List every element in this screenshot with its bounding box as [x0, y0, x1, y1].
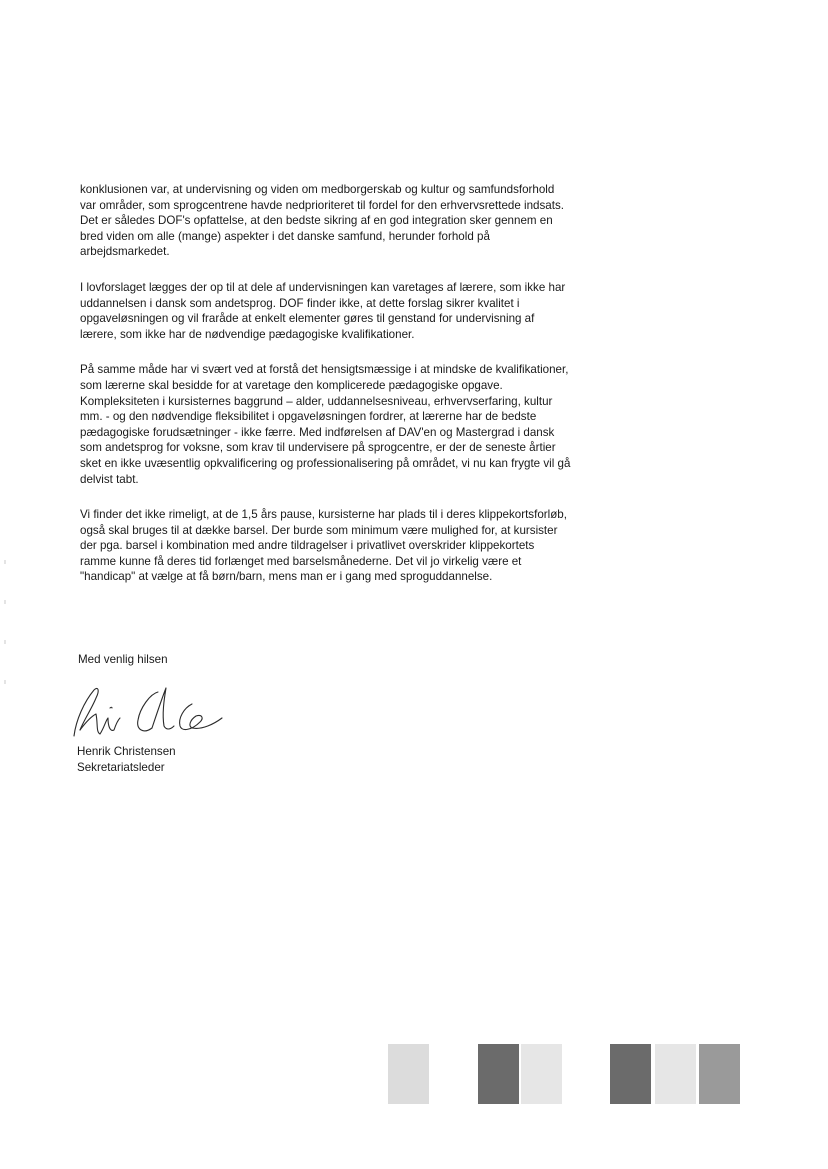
- text-line: delvist tabt.: [80, 472, 139, 486]
- scan-edge-mark: [4, 680, 6, 684]
- text-line: uddannelsen i dansk som andetsprog. DOF finder ikke, at dette forslag sikrer kvalitet i: [80, 296, 520, 310]
- text-line: var områder, som sprogcentrene havde nedprioriteret til fordel for den erhvervsrettede indsats.: [80, 198, 564, 212]
- text-line: der pga. barsel i kombination med andre tildragelser i privatlivet overskrider klippekortets: [80, 539, 535, 553]
- text-line: sket en ikke uvæsentlig opkvalificering og professionalisering på området, vi nu kan frygte vil gå: [80, 456, 571, 470]
- text-line: opgaveløsningen og vil fraråde at enkelt elementer gøres til genstand for undervisning af: [80, 312, 535, 326]
- scan-edge-mark: [4, 640, 6, 644]
- signer-block: [77, 744, 176, 776]
- paragraph-4: [80, 507, 620, 585]
- registration-swatch-dark: [478, 1044, 519, 1104]
- registration-swatch-light: [388, 1044, 429, 1104]
- letter-body: [80, 182, 620, 605]
- paragraph-2: [80, 280, 620, 342]
- registration-swatch-lighter: [655, 1044, 696, 1104]
- text-line: På samme måde har vi svært ved at forstå det hensigtsmæssige i at mindske de kvalifikationer,: [80, 363, 569, 377]
- paragraph-1: [80, 182, 620, 260]
- signer-title: Sekretariatsleder: [77, 761, 165, 774]
- registration-swatch-mid: [699, 1044, 740, 1104]
- text-line: Kompleksiteten i kursisternes baggrund – alder, uddannelsesniveau, erhvervserfaring, kultur: [80, 394, 553, 408]
- text-line: arbejdsmarkedet.: [80, 245, 170, 259]
- text-line: pædagogiske forudsætninger - ikke færre. Med indførelsen af DAV'en og Mastergrad i dansk: [80, 425, 555, 439]
- scan-edge-mark: [4, 600, 6, 604]
- text-line: bred viden om alle (mange) aspekter i det danske samfund, herunder forhold på: [80, 229, 490, 243]
- text-line: konklusionen var, at undervisning og viden om medborgerskab og kultur og samfundsforhold: [80, 183, 555, 196]
- text-line: som andetsprog for voksne, som krav til undervisere på sprogcentre, er der de seneste årtier: [80, 441, 556, 455]
- text-line: I lovforslaget lægges der op til at dele af undervisningen kan varetages af lærere, som ikke har: [80, 280, 566, 294]
- text-line: mm. - og den nødvendige fleksibilitet i opgaveløsningen fordrer, at lærerne har de bedste: [80, 410, 537, 424]
- text-line: som lærerne skal besidde for at varetage den komplicerede pædagogiske opgave.: [80, 378, 503, 392]
- scan-edge-mark: [4, 560, 6, 564]
- text-line: ramme kunne få deres tid forlænget med barselsmånederne. Det vil jo virkelig være et: [80, 554, 522, 568]
- signer-name: Henrik Christensen: [77, 745, 176, 758]
- closing-greeting: Med venlig hilsen: [78, 653, 168, 666]
- text-line: Vi finder det ikke rimeligt, at de 1,5 års pause, kursisterne har plads til i deres klippekortsforløb,: [80, 508, 567, 522]
- handwritten-signature: [66, 680, 226, 740]
- text-line: Det er således DOF's opfattelse, at den bedste sikring af en god integration sker gennem en: [80, 214, 553, 228]
- text-line: også skal bruges til at dække barsel. Der burde som minimum være mulighed for, at kursister: [80, 523, 558, 537]
- registration-swatch-lighter: [521, 1044, 562, 1104]
- text-line: lærere, som ikke har de nødvendige pædagogiske kvalifikationer.: [80, 327, 415, 341]
- registration-swatch-dark: [610, 1044, 651, 1104]
- paragraph-3: [80, 362, 620, 487]
- text-line: "handicap" at vælge at få børn/barn, mens man er i gang med sproguddannelse.: [80, 570, 493, 584]
